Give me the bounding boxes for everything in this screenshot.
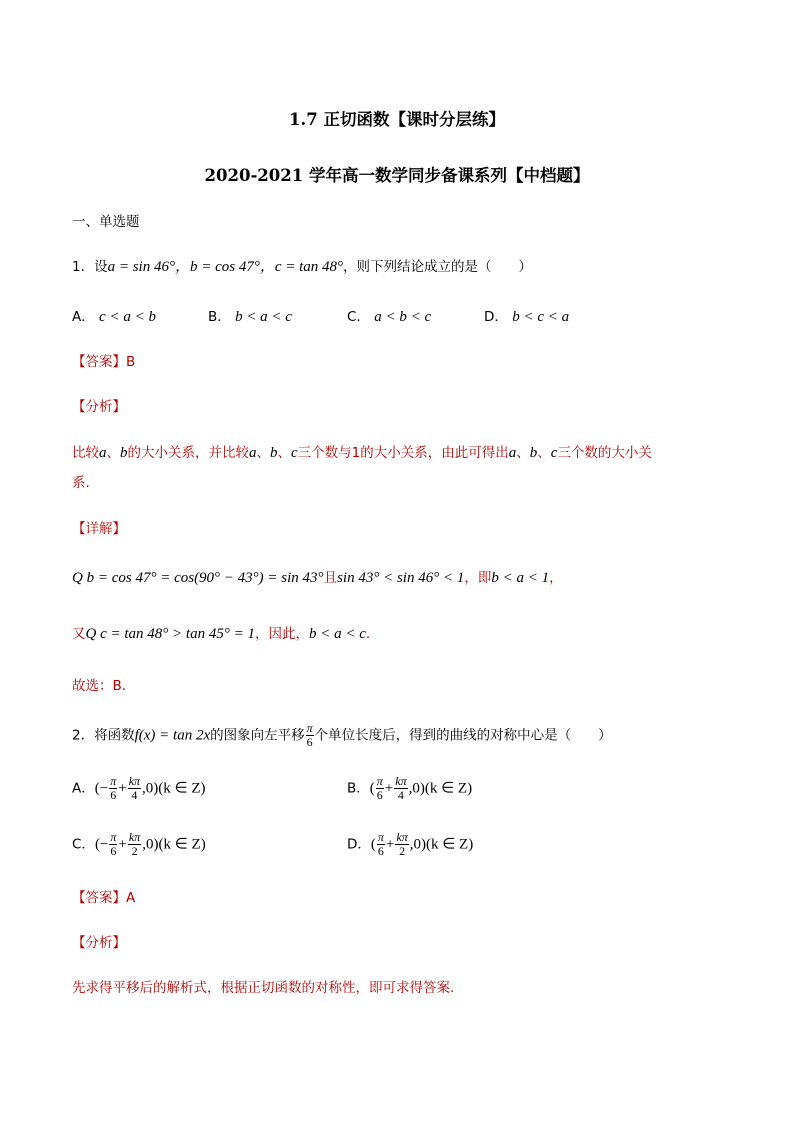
text: + <box>118 780 127 797</box>
fraction-numerator: kπ <box>128 774 141 788</box>
q1-analysis-label: 【分析】 <box>72 399 126 415</box>
question-2-function: f(x) = tan 2x <box>134 727 211 744</box>
fraction <box>394 775 407 802</box>
detail-math: b < a < c <box>308 626 366 642</box>
answer-value: B <box>126 354 136 370</box>
text: 三个数与1的大小关系，由此可得出 <box>297 445 509 461</box>
q2-option-c <box>72 831 206 858</box>
text: ,0)(k ∈ Z) <box>142 836 206 853</box>
var-c: c <box>291 445 298 461</box>
option-text: b < a < c <box>235 309 292 325</box>
q2-option-a <box>72 775 206 802</box>
var-a: a <box>99 445 107 461</box>
answer-value: A <box>126 890 136 906</box>
q2-analysis-label: 【分析】 <box>72 935 126 951</box>
fraction <box>109 775 117 802</box>
text: 、 <box>106 445 120 461</box>
text: ,0)(k ∈ Z) <box>408 780 473 797</box>
text: (− <box>94 780 109 797</box>
fraction-numerator: kπ <box>395 774 407 788</box>
question-1-tail: ，则下列结论成立的是（ ） <box>343 259 533 275</box>
q2-option-b <box>347 775 472 802</box>
text: 、 <box>516 445 530 461</box>
text: + <box>118 836 127 853</box>
option-label: B． <box>208 309 231 325</box>
fraction-denominator: 4 <box>131 788 138 802</box>
page-title: 1.7 正切函数【课时分层练】 <box>289 110 505 129</box>
fraction-denominator: 2 <box>399 844 406 858</box>
section-heading: 一、单选题 <box>72 214 140 230</box>
fraction-denominator: 6 <box>306 735 313 749</box>
fraction <box>109 831 117 858</box>
fraction-numerator: π <box>110 774 117 788</box>
q1-option-a <box>72 307 156 327</box>
fraction <box>376 775 384 802</box>
q1-analysis-line2: 系. <box>72 475 90 491</box>
option-text: c < a < b <box>99 309 156 325</box>
fraction <box>377 831 385 858</box>
text: . <box>365 626 371 642</box>
answer-label: 【答案】 <box>72 354 126 370</box>
option-text: a < b < c <box>374 309 432 325</box>
option-label: D． <box>347 836 371 853</box>
option-text: b < c < a <box>512 309 570 325</box>
q1-detail-label: 【详解】 <box>72 521 126 537</box>
fraction-denominator: 6 <box>376 788 383 802</box>
text: ,0)(k ∈ Z) <box>142 780 206 797</box>
fraction-denominator: 4 <box>397 788 404 802</box>
question-1-stem <box>72 257 532 277</box>
text: + <box>385 836 395 853</box>
text: + <box>384 780 394 797</box>
fraction-denominator: 6 <box>110 844 117 858</box>
text: 又 <box>72 626 86 642</box>
answer-label: 【答案】 <box>72 890 126 906</box>
var-b: b <box>120 445 128 461</box>
fraction-numerator: π <box>306 721 313 735</box>
question-1-math: a = sin 46°，b = cos 47°，c = tan 48° <box>107 259 344 275</box>
q2-answer <box>72 888 135 908</box>
text: ， <box>549 570 563 586</box>
q1-detail-line2 <box>72 624 370 644</box>
q2-option-d <box>347 831 473 858</box>
text: 比较 <box>72 445 99 461</box>
detail-math: Q c = tan 48° > tan 45° = 1 <box>85 626 255 642</box>
text: ，即 <box>464 570 492 586</box>
var-a: a <box>508 445 517 461</box>
text: 的图象向左平移 <box>210 727 305 744</box>
fraction-denominator: 6 <box>110 788 117 802</box>
text: 、 <box>537 445 551 461</box>
fraction-numerator: kπ <box>396 830 408 844</box>
option-label: B． <box>347 780 370 797</box>
var-b: b <box>270 445 278 461</box>
q1-answer <box>72 352 135 372</box>
text: ( <box>370 836 376 853</box>
var-c: c <box>550 445 558 461</box>
q1-detail-line1 <box>72 568 563 588</box>
option-label: C． <box>347 309 370 325</box>
text: 的大小关系，并比较 <box>127 445 249 461</box>
q1-choose: 故选：B. <box>72 678 127 694</box>
text: ,0)(k ∈ Z) <box>409 836 474 853</box>
shift-fraction <box>306 722 314 749</box>
detail-math: sin 43° < sin 46° < 1 <box>337 570 465 586</box>
option-label: C． <box>72 836 95 853</box>
text: 且 <box>323 570 338 586</box>
page-subtitle: 2020-2021 学年高一数学同步备课系列【中档题】 <box>204 166 590 185</box>
text: 个单位长度后，得到的曲线的对称中心是（ ） <box>314 727 612 744</box>
var-b: b <box>529 445 538 461</box>
fraction-numerator: π <box>377 830 384 844</box>
q1-option-d <box>484 307 569 327</box>
text: 、 <box>256 445 270 461</box>
option-label: A． <box>72 309 95 325</box>
option-label: D． <box>484 309 508 325</box>
q1-option-b <box>208 307 292 327</box>
fraction-denominator: 6 <box>377 844 384 858</box>
text: ，因此， <box>254 626 309 642</box>
fraction <box>128 775 141 802</box>
text: 、 <box>277 445 291 461</box>
fraction-numerator: π <box>110 830 117 844</box>
text: 三个数的大小关 <box>557 445 652 461</box>
question-2-number: 2．将函数 <box>72 727 135 744</box>
text: (− <box>94 836 109 853</box>
option-label: A． <box>72 780 95 797</box>
question-2-stem <box>72 722 612 749</box>
var-a: a <box>249 445 257 461</box>
fraction-denominator: 2 <box>131 844 138 858</box>
fraction <box>128 831 141 858</box>
detail-math: Q b = cos 47° = cos(90° − 43°) = sin 43° <box>72 570 324 586</box>
detail-math: b < a < 1 <box>491 570 550 586</box>
q2-analysis: 先求得平移后的解析式，根据正切函数的对称性，即可求得答案. <box>72 980 455 996</box>
question-1-number: 1．设 <box>72 259 108 275</box>
fraction-numerator: kπ <box>128 830 141 844</box>
text: ( <box>369 780 375 797</box>
fraction <box>395 831 408 858</box>
q1-analysis-line1 <box>72 443 652 463</box>
fraction-numerator: π <box>376 774 383 788</box>
q1-option-c <box>347 307 431 327</box>
